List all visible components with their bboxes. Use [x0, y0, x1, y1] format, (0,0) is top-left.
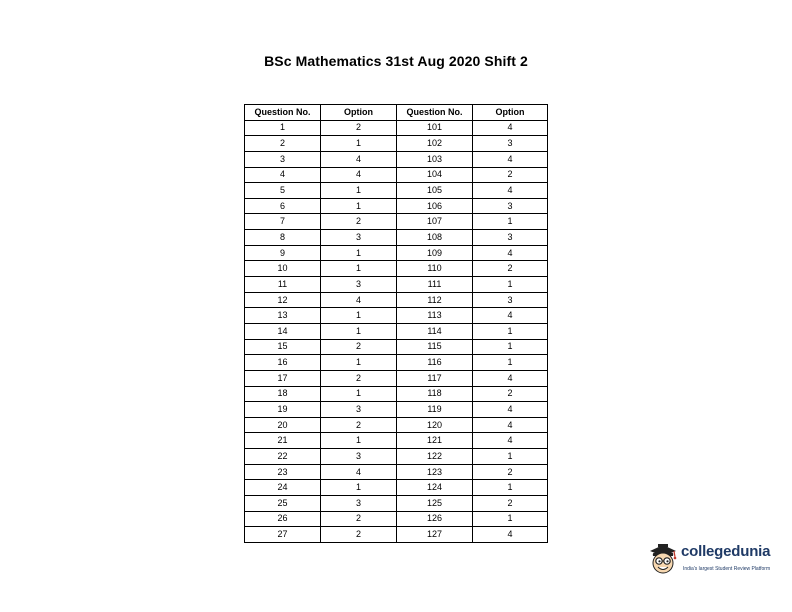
table-row [245, 230, 548, 246]
cell-question-no: 114 [397, 323, 473, 339]
cell-question-no: 3 [245, 151, 321, 167]
cell-option: 1 [473, 214, 548, 230]
mascot-icon [646, 542, 680, 576]
cell-option: 2 [321, 417, 397, 433]
table-row [245, 417, 548, 433]
cell-question-no: 126 [397, 511, 473, 527]
table-row [245, 308, 548, 324]
cell-question-no: 2 [245, 136, 321, 152]
cell-option: 4 [473, 402, 548, 418]
column-header-question-no: Question No. [245, 105, 321, 121]
cell-option: 4 [321, 292, 397, 308]
cell-option: 4 [321, 151, 397, 167]
table-row [245, 496, 548, 512]
cell-question-no: 106 [397, 198, 473, 214]
table-row [245, 355, 548, 371]
cell-option: 1 [321, 245, 397, 261]
page-title: BSc Mathematics 31st Aug 2020 Shift 2 [264, 53, 528, 69]
cell-question-no: 117 [397, 370, 473, 386]
cell-question-no: 27 [245, 527, 321, 543]
cell-option: 3 [321, 449, 397, 465]
table-row [245, 277, 548, 293]
cell-option: 2 [321, 120, 397, 136]
cell-question-no: 107 [397, 214, 473, 230]
table-row [245, 511, 548, 527]
cell-option: 2 [321, 339, 397, 355]
cell-option: 1 [473, 511, 548, 527]
cell-option: 1 [321, 433, 397, 449]
cell-option: 1 [473, 355, 548, 371]
column-header-option: Option [473, 105, 548, 121]
cell-question-no: 19 [245, 402, 321, 418]
cell-question-no: 105 [397, 183, 473, 199]
table-row [245, 183, 548, 199]
cell-option: 2 [321, 370, 397, 386]
cell-question-no: 110 [397, 261, 473, 277]
cell-option: 1 [321, 323, 397, 339]
brand-tagline: India's largest Student Review Platform [683, 566, 771, 572]
cell-question-no: 23 [245, 464, 321, 480]
cell-option: 2 [321, 527, 397, 543]
cell-question-no: 109 [397, 245, 473, 261]
table-row [245, 433, 548, 449]
cell-option: 4 [473, 308, 548, 324]
cell-question-no: 15 [245, 339, 321, 355]
cell-option: 4 [473, 245, 548, 261]
table-header-row [245, 105, 548, 121]
cell-question-no: 103 [397, 151, 473, 167]
cell-option: 1 [321, 480, 397, 496]
cell-option: 3 [473, 292, 548, 308]
table-row [245, 151, 548, 167]
cell-question-no: 1 [245, 120, 321, 136]
cell-option: 3 [321, 277, 397, 293]
table-row [245, 292, 548, 308]
table-row [245, 449, 548, 465]
cell-question-no: 116 [397, 355, 473, 371]
collegedunia-logo [646, 540, 782, 580]
cell-option: 4 [473, 370, 548, 386]
table-row [245, 167, 548, 183]
cell-option: 2 [473, 167, 548, 183]
cell-question-no: 4 [245, 167, 321, 183]
table-row [245, 245, 548, 261]
cell-question-no: 26 [245, 511, 321, 527]
cell-question-no: 24 [245, 480, 321, 496]
cell-option: 4 [321, 167, 397, 183]
cell-question-no: 121 [397, 433, 473, 449]
cell-option: 3 [321, 402, 397, 418]
cell-question-no: 12 [245, 292, 321, 308]
table-row [245, 386, 548, 402]
table-row [245, 261, 548, 277]
cell-question-no: 6 [245, 198, 321, 214]
cell-option: 2 [473, 261, 548, 277]
cell-question-no: 20 [245, 417, 321, 433]
cell-question-no: 118 [397, 386, 473, 402]
cell-question-no: 7 [245, 214, 321, 230]
cell-option: 1 [321, 198, 397, 214]
table-row [245, 464, 548, 480]
cell-question-no: 119 [397, 402, 473, 418]
answer-key-table [244, 104, 548, 543]
cell-option: 2 [473, 386, 548, 402]
cell-option: 3 [473, 230, 548, 246]
cell-option: 1 [321, 261, 397, 277]
cell-question-no: 123 [397, 464, 473, 480]
cell-option: 2 [473, 464, 548, 480]
column-header-option: Option [321, 105, 397, 121]
cell-option: 4 [473, 433, 548, 449]
cell-option: 1 [321, 386, 397, 402]
table-row [245, 323, 548, 339]
cell-question-no: 125 [397, 496, 473, 512]
table-row [245, 480, 548, 496]
cell-question-no: 18 [245, 386, 321, 402]
cell-question-no: 112 [397, 292, 473, 308]
cell-question-no: 124 [397, 480, 473, 496]
table-row [245, 370, 548, 386]
cell-option: 4 [473, 527, 548, 543]
cell-question-no: 115 [397, 339, 473, 355]
cell-option: 1 [473, 449, 548, 465]
cell-question-no: 101 [397, 120, 473, 136]
table-row [245, 136, 548, 152]
cell-option: 4 [321, 464, 397, 480]
cell-option: 3 [321, 230, 397, 246]
column-header-question-no: Question No. [397, 105, 473, 121]
cell-question-no: 21 [245, 433, 321, 449]
cell-option: 3 [473, 136, 548, 152]
table-row [245, 198, 548, 214]
cell-option: 2 [473, 496, 548, 512]
cell-question-no: 10 [245, 261, 321, 277]
cell-option: 1 [473, 339, 548, 355]
cell-question-no: 8 [245, 230, 321, 246]
cell-question-no: 5 [245, 183, 321, 199]
cell-question-no: 14 [245, 323, 321, 339]
cell-option: 4 [473, 183, 548, 199]
cell-question-no: 127 [397, 527, 473, 543]
cell-question-no: 25 [245, 496, 321, 512]
cell-option: 1 [473, 480, 548, 496]
cell-question-no: 108 [397, 230, 473, 246]
cell-option: 2 [321, 214, 397, 230]
cell-question-no: 111 [397, 277, 473, 293]
cell-question-no: 104 [397, 167, 473, 183]
cell-question-no: 102 [397, 136, 473, 152]
table-row [245, 527, 548, 543]
cell-question-no: 113 [397, 308, 473, 324]
cell-option: 3 [473, 198, 548, 214]
cell-option: 1 [321, 355, 397, 371]
table-row [245, 402, 548, 418]
cell-option: 1 [473, 277, 548, 293]
cell-question-no: 11 [245, 277, 321, 293]
cell-question-no: 22 [245, 449, 321, 465]
table-body [245, 120, 548, 542]
cell-option: 4 [473, 417, 548, 433]
cell-question-no: 17 [245, 370, 321, 386]
cell-option: 1 [473, 323, 548, 339]
table-row [245, 339, 548, 355]
cell-question-no: 9 [245, 245, 321, 261]
table-row [245, 214, 548, 230]
cell-option: 1 [321, 183, 397, 199]
cell-option: 4 [473, 151, 548, 167]
cell-option: 1 [321, 308, 397, 324]
table-row [245, 120, 548, 136]
cell-question-no: 122 [397, 449, 473, 465]
brand-name: collegedunia [681, 543, 771, 560]
cell-option: 4 [473, 120, 548, 136]
cell-option: 2 [321, 511, 397, 527]
cell-option: 1 [321, 136, 397, 152]
cell-question-no: 120 [397, 417, 473, 433]
cell-option: 3 [321, 496, 397, 512]
cell-question-no: 13 [245, 308, 321, 324]
cell-question-no: 16 [245, 355, 321, 371]
